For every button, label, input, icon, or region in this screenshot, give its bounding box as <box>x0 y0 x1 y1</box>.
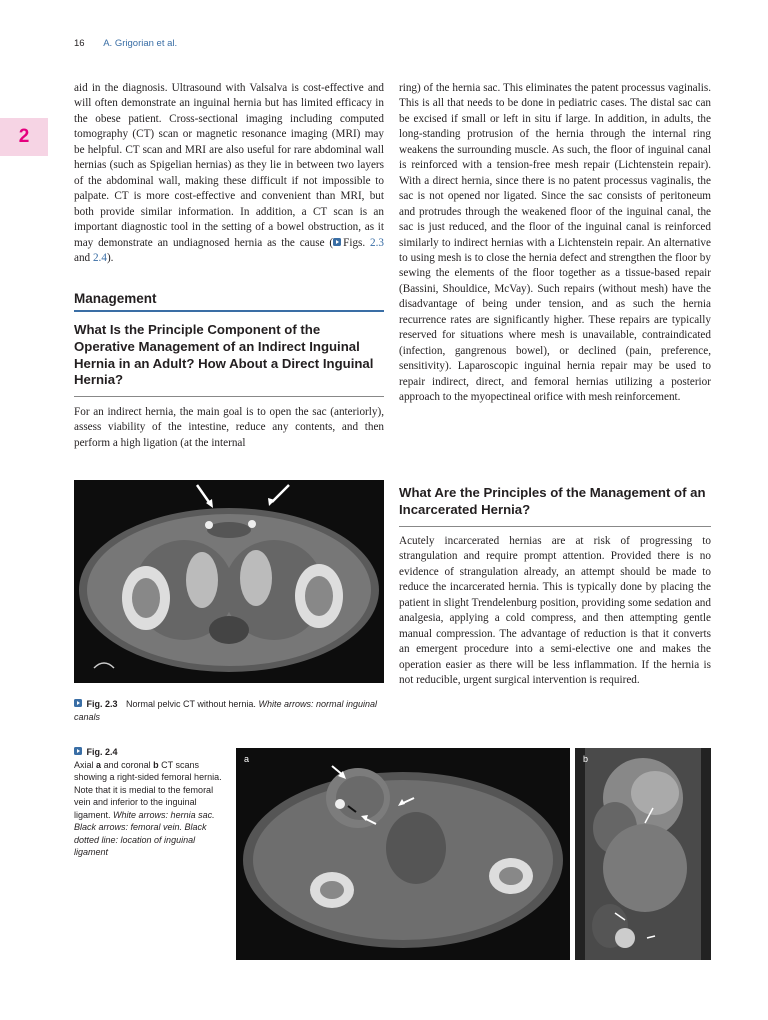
fig-2-4b-coronal-ct-image <box>575 748 711 960</box>
figs-label: Figs. <box>343 236 366 249</box>
coronal-ct-graphic <box>575 748 711 960</box>
fig-2-4-caption-italic: White arrows: hernia sac. Black arrows: femoral vein. Black dotted line: location of inguinal ligament <box>74 809 215 857</box>
page-header <box>74 38 177 49</box>
fig-2-4-caption-rest: CT scans showing a right-sided femoral hernia. Note that it is medial to the femoral vein and inferior to the inguinal ligament. <box>74 759 222 820</box>
paragraph-end: ). <box>106 251 114 264</box>
panel-b-label: b <box>583 754 589 764</box>
fig-2-3-link[interactable]: 2.3 <box>370 236 385 249</box>
figs-and: and <box>74 251 91 264</box>
fig-2-4-caption-prefix: Axial <box>74 759 94 770</box>
question-heading-operative-management: What Is the Principle Component of the Operative Management of an Indirect Inguinal Hernia in an Adult? How About a Direct Inguinal Hernia? <box>74 322 384 397</box>
section-heading-management: Management <box>74 291 384 312</box>
fig-2-4-caption <box>74 746 224 859</box>
page-number: 16 <box>74 38 85 49</box>
chapter-tab: 2 <box>0 118 48 156</box>
fig-2-4-caption-panel-b: b <box>153 759 159 770</box>
panel-a-label: a <box>244 754 250 764</box>
fig-2-3-caption <box>74 698 384 723</box>
question-heading-incarcerated-hernia: What Are the Principles of the Management of an Incarcerated Hernia? <box>399 485 711 527</box>
fig-2-4-caption-panel-a: a <box>96 759 102 770</box>
fig-2-3-caption-italic: White arrows: normal inguinal canals <box>74 699 377 722</box>
figure-ref-icon <box>74 699 82 707</box>
left-paragraph-1-text: aid in the diagnosis. Ultrasound with Valsalva is cost-effective and will often demonstrate an inguinal hernia but has limited efficacy in the obese patient. Cross-sectional imaging including computed tomography (CT) scan or magnetic resonance imaging (MRI) may be helpful. CT scan and MRI are also useful for rare abdominal wall hernias (such as Spigelian hernias) as they lie in between two layers of the abdominal wall, making these difficult if not impossible to palpate. CT is more cost-effective and convenient than MRI, but both provide similar information. In addition, a CT scan is an important diagnostic tool in the setting of a bowel obstruction, as it may demonstrate an undiagnosed hernia as the cause ( <box>74 82 384 249</box>
right-paragraph-2: Acutely incarcerated hernias are at risk of progressing to strangulation and require prompt attention. Provided there is no evidence of strangulation already, an attempt should be made to reduce the incarcerated hernia. This is typically done by placing the patient in slight Trendelenburg position, providing some sedation and analgesia, applying a cold compress, and then attempting gentle manual compression. The advantage of reduction is that it converts an emergent procedure into a semi-elective one and makes the operation easier as there will be less inflammation. If the hernia is not reducible, urgent surgical intervention is required. <box>399 535 711 687</box>
fig-2-3-caption-text: Normal pelvic CT without hernia. <box>126 699 256 709</box>
left-column-paragraph-1 <box>74 81 384 266</box>
figure-ref-icon <box>74 747 82 755</box>
fig-2-4-label: Fig. 2.4 <box>86 747 118 757</box>
axial-ct-graphic <box>236 748 570 960</box>
figure-ref-icon[interactable] <box>333 238 341 246</box>
right-paragraph-1: ring) of the hernia sac. This eliminates the patent processus vaginalis. This is all that needs to be done in pediatric cases. The distal sac can be excised if small or left in situ if large. In addition, in adults, the long-standing protrusion of the hernia through the internal ring weakens the surrounding muscle. As such, the floor of inguinal canal is reinforced with a tension-free mesh repair (Lichtenstein repair). With a direct hernia, since there is no patent processus vaginalis, the sac is not opened nor ligated. Since the sac consists of peritoneum and protrudes through the weakened floor of the inguinal canal, the sac is just reduced, and the floor of the inguinal canal is reinforced similarly to indirect hernias with a Lichtenstein repair. An alternative to using mesh is to close the hernia defect and strengthen the floor by sewing the elements of the floor together as a tissue-based repair (Bassini, Shouldice, McVay). Such repairs (without mesh) have the disadvantage of being under tension, and as such the hernia recurrence rates are significantly higher. These repairs are typically reserved for situations where mesh is unavailable, contraindicated (infection, gangrenous bowel), or declined (pain, preference, sensitivity). Laparoscopic inguinal hernia repair may be used to repair indirect, direct, and femoral hernias utilizing a posterior approach to the myopectineal orifice with mesh reinforcement. <box>399 82 711 404</box>
left-paragraph-2: For an indirect hernia, the main goal is to open the sac (anteriorly), assess viability of the intestine, reduce any contents, and then perform a high ligation (at the internal <box>74 406 384 449</box>
fig-2-4-link[interactable]: 2.4 <box>92 251 107 264</box>
pelvic-ct-graphic <box>74 480 384 683</box>
left-paragraph-1 <box>74 81 384 266</box>
fig-2-3-label: Fig. 2.3 <box>86 699 118 709</box>
running-author: A. Grigorian et al. <box>103 38 178 49</box>
fig-2-4a-axial-ct-image <box>236 748 570 960</box>
fig-2-4-caption-mid: and coronal <box>103 759 151 770</box>
fig-2-3-ct-image <box>74 480 384 683</box>
